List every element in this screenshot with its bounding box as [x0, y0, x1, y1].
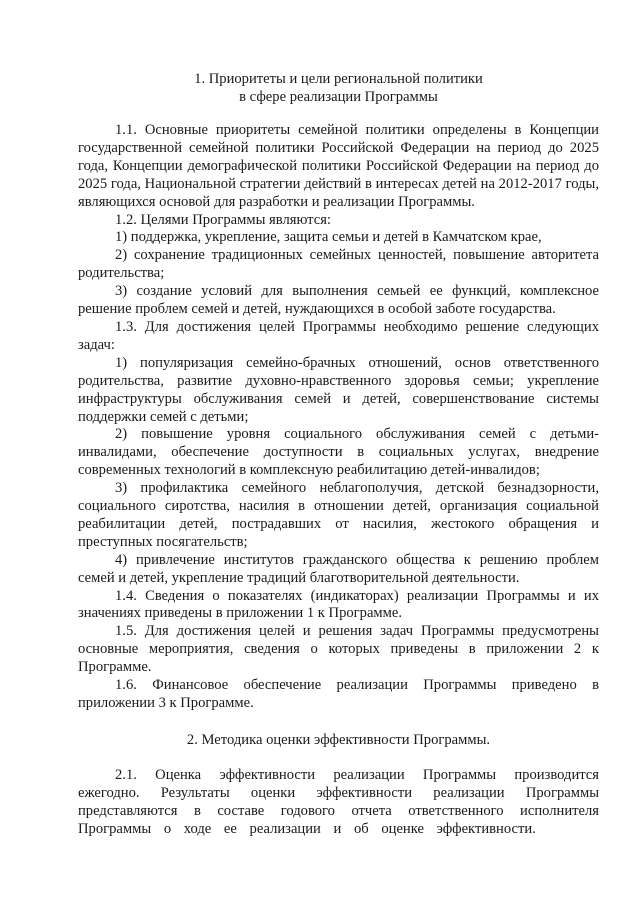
- section-2-body: [78, 767, 599, 839]
- paragraph-2-1: 2.1. Оценка эффективности реализации Программы производится ежегодно. Результаты оценки эффективности реализации Программы представляются в составе годового отчета ответственного исполнителя Программы о ходе ее реализации и об оценке эффективности.: [78, 766, 599, 837]
- paragraph-1-6: 1.6. Финансовое обеспечение реализации Программы приведено в приложении 3 к Программе.: [78, 677, 599, 711]
- paragraph-1-3: 1.3. Для достижения целей Программы необходимо решение следующих задач:: [78, 318, 599, 353]
- section-1-body: [78, 122, 599, 713]
- section-1-title-line-2: в сфере реализации Программы: [239, 89, 438, 105]
- paragraph-1-4: 1.4. Сведения о показателях (индикаторах) реализации Программы и их значениях приведены в приложении 1 к Программе.: [78, 587, 599, 622]
- section-1-heading: [78, 70, 599, 106]
- goal-3: 3) создание условий для выполнения семьей ее функций, комплексное решение проблем семей и детей, нуждающихся в особой заботе государства.: [78, 283, 599, 318]
- section-2-title: 2. Методика оценки эффективности Программы.: [186, 731, 491, 748]
- goal-2: 2) сохранение традиционных семейных ценностей, повышение авторитета родительства;: [78, 247, 599, 282]
- paragraph-1-2: 1.2. Целями Программы являются:: [115, 211, 331, 228]
- task-1: 1) популяризация семейно-брачных отношений, основ ответственного родительства, развитие духовно-нравственного здоровья семьи; укрепление инфраструктуры обслуживания семей и детей, совершенствование системы поддержки семей с детьми;: [78, 354, 599, 425]
- paragraph-1-1: 1.1. Основные приоритеты семейной политики определены в Концепции государственной семейной политики Российской Федерации на период до 2025 года, Концепции демографической политики Российской Федерации на период до 2025 года, Национальной стратегии действий в интересах детей на 2012-2017 годы, являющихся основой для разработки и реализации Программы.: [78, 122, 599, 210]
- goal-1: 1) поддержка, укрепление, защита семьи и детей в Камчатском крае,: [115, 229, 542, 246]
- paragraph-1-5: 1.5. Для достижения целей и решения задач Программы предусмотрены основные мероприятия, сведения о которых приведены в приложении 2 к Программе.: [78, 623, 599, 676]
- task-2: 2) повышение уровня социального обслуживания семей с детьми-инвалидами, обеспечение доступности в социальных услугах, внедрение современных технологий в комплексную реабилитацию детей-инвалидов;: [78, 426, 599, 479]
- section-1-title-line-1: 1. Приоритеты и цели региональной политики: [194, 71, 483, 87]
- section-2-heading: [78, 731, 599, 749]
- task-4: 4) привлечение институтов гражданского общества к решению проблем семей и детей, укрепление традиций благотворительной деятельности.: [78, 551, 599, 586]
- task-3: 3) профилактика семейного неблагополучия, детской безнадзорности, социального сиротства, насилия в отношении детей, организация социальной реабилитации детей, пострадавших от насилия, жестокого обращения и преступных посягательств;: [78, 480, 599, 550]
